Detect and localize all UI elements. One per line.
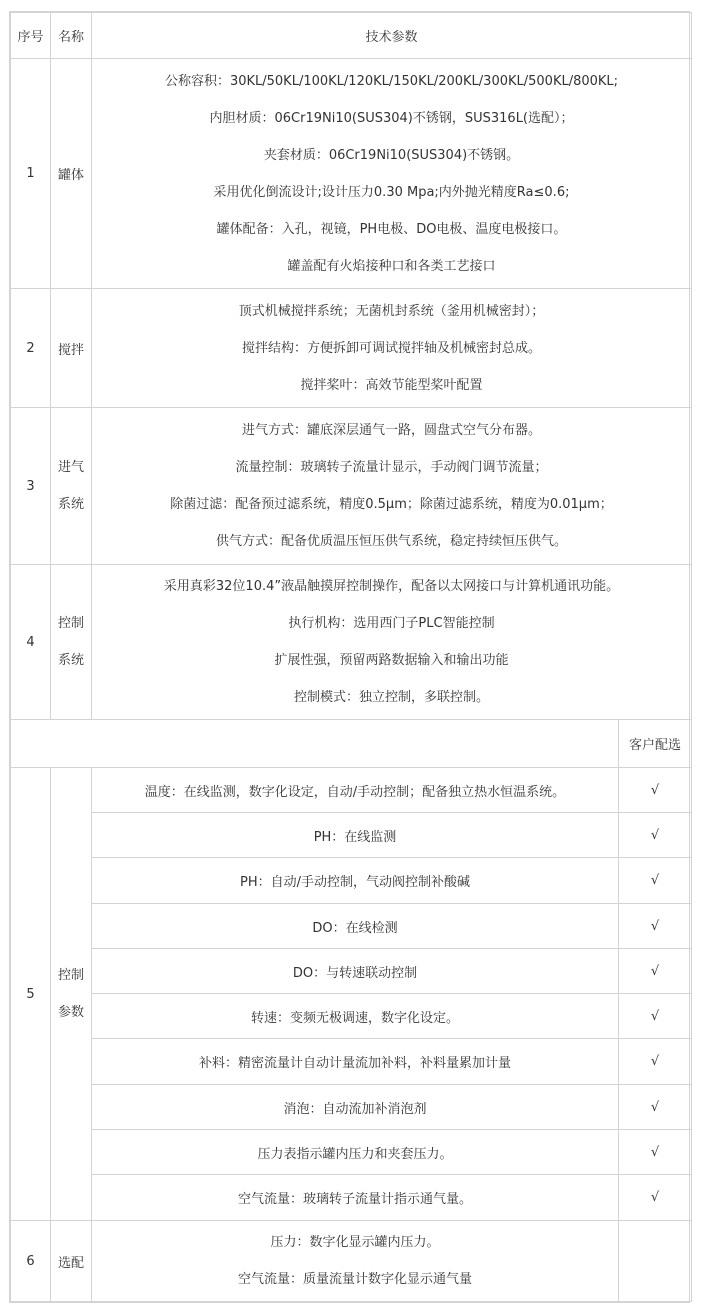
param-line: 罐体配备：入孔，视镜，PH电极、DO电极、温度电极接口。 — [216, 221, 567, 237]
row-name-line: 进气 — [57, 460, 84, 475]
row-name: 选配 — [51, 1221, 92, 1302]
row-params — [92, 59, 692, 289]
row-name-line: 系统 — [57, 653, 84, 668]
param-line: 采用真彩32位10.4”液晶触摸屏控制操作，配备以太网接口与计算机通讯功能。 — [163, 579, 620, 594]
optional-header-blank — [11, 720, 619, 768]
row-name-line: 参数 — [57, 1005, 84, 1020]
check-mark-icon: √ — [619, 858, 692, 904]
row-index: 3 — [11, 408, 51, 565]
table-row-5-item — [11, 1175, 692, 1221]
param-line: 除菌过滤：配备预过滤系统，精度0.5μm；除菌过滤系统，精度为0.01μm； — [170, 497, 613, 512]
row-params — [92, 289, 692, 408]
param-item: PH：在线监测 — [92, 813, 619, 858]
param-line: 公称容积：30KL/50KL/100KL/120KL/150KL/200KL/300KL/500KL/800KL; — [164, 73, 619, 89]
param-line: 供气方式：配备优质温压恒压供气系统，稳定持续恒压供气。 — [216, 534, 568, 549]
param-item: DO：与转速联动控制 — [92, 949, 619, 994]
header-index: 序号 — [11, 13, 51, 59]
table-row-2 — [11, 289, 692, 408]
param-line: 扩展性强，预留两路数据输入和输出功能 — [274, 653, 509, 668]
param-item: 消泡：自动流加补消泡剂 — [92, 1085, 619, 1130]
header-name: 名称 — [51, 13, 92, 59]
row-name — [51, 565, 92, 720]
table-row-6 — [11, 1221, 692, 1302]
check-mark-icon: √ — [619, 949, 692, 994]
check-mark-icon: √ — [619, 1130, 692, 1175]
param-line: 压力：数字化显示罐内压力。 — [270, 1235, 440, 1250]
optional-blank — [619, 1221, 692, 1302]
header-optional: 客户配选 — [619, 720, 692, 768]
param-line: 搅拌桨叶：高效节能型桨叶配置 — [300, 377, 483, 393]
header-params: 技术参数 — [92, 13, 692, 59]
row-params — [92, 565, 692, 720]
header-row — [11, 13, 692, 59]
row-index: 6 — [11, 1221, 51, 1302]
check-mark-icon: √ — [619, 1175, 692, 1221]
table-row-3 — [11, 408, 692, 565]
table-row-1 — [11, 59, 692, 289]
param-line: 内胆材质：06Cr19Ni10(SUS304)不锈钢，SUS316L(选配）； — [209, 110, 574, 126]
row-name — [51, 408, 92, 565]
param-item: 补料：精密流量计自动计量流加补料，补料量累加计量 — [92, 1039, 619, 1085]
check-mark-icon: √ — [619, 904, 692, 949]
table-row-5-item — [11, 904, 692, 949]
row-index: 5 — [11, 768, 51, 1221]
row-name-line: 控制 — [57, 968, 84, 983]
row-name: 搅拌 — [51, 289, 92, 408]
check-mark-icon: √ — [619, 1085, 692, 1130]
table-row-5-item — [11, 1130, 692, 1175]
table-row-5-item — [11, 768, 692, 813]
param-line: 执行机构：选用西门子PLC智能控制 — [288, 616, 495, 631]
check-mark-icon: √ — [619, 994, 692, 1039]
param-line: 进气方式：罐底深层通气一路，圆盘式空气分布器。 — [242, 423, 542, 438]
check-mark-icon: √ — [619, 813, 692, 858]
check-mark-icon: √ — [619, 1039, 692, 1085]
optional-header-row — [11, 720, 692, 768]
param-line: 罐盖配有火焰接种口和各类工艺接口 — [287, 258, 496, 274]
param-line: 空气流量：质量流量计数字化显示通气量 — [237, 1272, 472, 1287]
param-item: 压力表指示罐内压力和夹套压力。 — [92, 1130, 619, 1175]
param-line: 流量控制：玻璃转子流量计显示，手动阀门调节流量； — [235, 460, 548, 475]
param-line: 采用优化倒流设计;设计压力0.30 Mpa;内外抛光精度Ra≤0.6; — [213, 184, 570, 200]
row-name — [51, 768, 92, 1221]
row-name-line: 系统 — [57, 497, 84, 512]
row-index: 1 — [11, 59, 51, 289]
row-index: 2 — [11, 289, 51, 408]
table-row-5-item — [11, 994, 692, 1039]
row-name-line: 控制 — [57, 616, 84, 631]
row-params — [92, 408, 692, 565]
param-item: 转速：变频无极调速，数字化设定。 — [92, 994, 619, 1039]
param-line: 控制模式：独立控制，多联控制。 — [294, 690, 490, 705]
row-name: 罐体 — [51, 59, 92, 289]
row-params — [92, 1221, 619, 1302]
table-row-5-item — [11, 1039, 692, 1085]
param-item: PH：自动/手动控制，气动阀控制补酸碱 — [92, 858, 619, 904]
table-row-5-item — [11, 949, 692, 994]
param-line: 搅拌结构：方便拆卸可调试搅拌轴及机械密封总成。 — [242, 340, 542, 356]
row-index: 4 — [11, 565, 51, 720]
param-item: DO：在线检测 — [92, 904, 619, 949]
table-row-5-item — [11, 813, 692, 858]
table-row-4 — [11, 565, 692, 720]
table-row-5-item — [11, 1085, 692, 1130]
param-item: 空气流量：玻璃转子流量计指示通气量。 — [92, 1175, 619, 1221]
check-mark-icon: √ — [619, 768, 692, 813]
spec-table — [9, 11, 690, 1303]
param-line: 夹套材质：06Cr19Ni10(SUS304)不锈钢。 — [263, 147, 520, 163]
param-item: 温度：在线监测，数字化设定，自动/手动控制；配备独立热水恒温系统。 — [92, 768, 619, 813]
table-row-5-item — [11, 858, 692, 904]
param-line: 顶式机械搅拌系统；无菌机封系统（釜用机械密封）； — [238, 303, 545, 319]
